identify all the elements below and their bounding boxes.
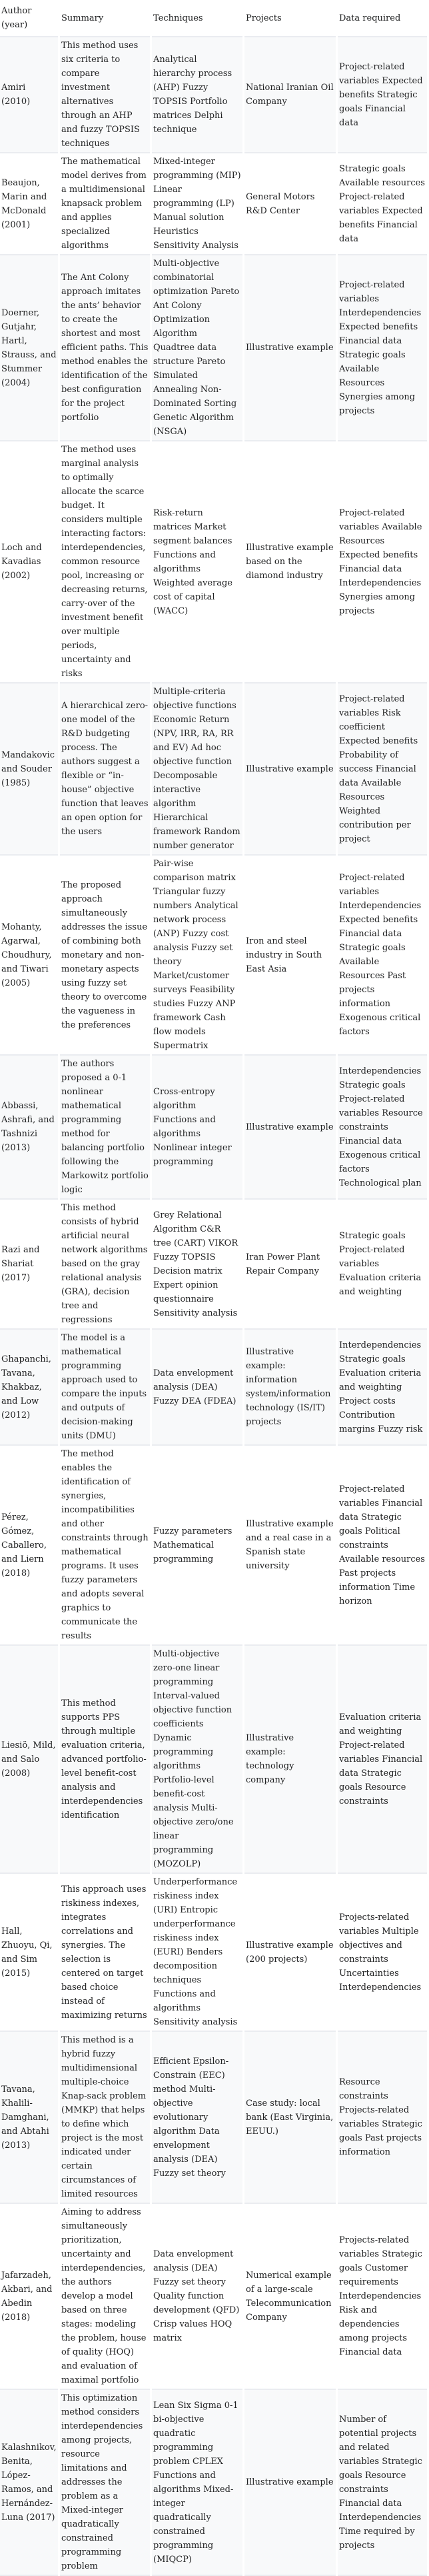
data-required-cell: Number of potential projects and related variables Strategic goals Resource constraints Financial data Interdependencies Time required by projects — [338, 2390, 427, 2576]
table-header-row — [0, 0, 427, 37]
table-row — [0, 1056, 427, 1200]
author-cell: Kalashnikov, Benita, López-Ramos, and Hernández-Luna (2017) — [0, 2390, 58, 2576]
data-required-cell: Projects-related variables Strategic goals Customer requirements Interdependencies Risk and dependencies among projects Financial data — [338, 2204, 427, 2390]
summary-cell: This method uses six criteria to compare investment alternatives through an AHP and fuzzy TOPSIS techniques — [60, 37, 150, 153]
projects-cell: Illustrative example: technology company — [244, 1646, 336, 1874]
projects-cell: Case study: local bank (East Virginia, EEUU.) — [244, 2032, 336, 2204]
summary-cell: The proposed approach simultaneously addresses the issue of combining both monetary and non-monetary aspects using fuzzy set theory to overcome the vagueness in the preferences — [60, 856, 150, 1056]
summary-cell: This method is a hybrid fuzzy multidimensional multiple-choice Knap-sack problem (MMKP) that helps to define which project is the most indicated under certain circumstances of limited resources — [60, 2032, 150, 2204]
techniques-cell: Fuzzy parameters Mathematical programming — [152, 1446, 242, 1646]
author-cell: Tavana, Khalili-Damghani, and Abtahi (2013) — [0, 2032, 58, 2204]
techniques-cell: Pair-wise comparison matrix Triangular fuzzy numbers Analytical network process (ANP) Fuzzy cost analysis Fuzzy set theory Market/customer surveys Feasibility studies Fuzzy ANP framework Cash flow models Supermatrix — [152, 856, 242, 1056]
table-row — [0, 2390, 427, 2576]
summary-cell: A hierarchical zero-one model of the R&D budgeting process. The authors suggest a flexible or “in-house” objective function that leaves an open option for the users — [60, 684, 150, 856]
projects-cell: National Iranian Oil Company — [244, 37, 336, 153]
projects-cell: Iran Power Plant Repair Company — [244, 1200, 336, 1330]
data-required-cell: Interdependencies Strategic goals Project-related variables Resource constraints Financial data Exogenous critical factors Technological plan — [338, 1056, 427, 1200]
table-row — [0, 684, 427, 856]
header-techniques: Techniques — [152, 0, 242, 37]
header-projects: Projects — [244, 0, 336, 37]
techniques-cell: Data envelopment analysis (DEA) Fuzzy DEA (FDEA) — [152, 1330, 242, 1446]
author-cell: Abbassi, Ashrafi, and Tashnizi (2013) — [0, 1056, 58, 1200]
summary-cell: The Ant Colony approach imitates the ants’ behavior to create the shortest and most efficient paths. This method enables the identification of the best configuration for the project portfolio — [60, 255, 150, 441]
data-required-cell: Project-related variables Risk coefficient Expected benefits Probability of success Financial data Available Resources Weighted contribution per project — [338, 684, 427, 856]
author-cell: Mohanty, Agarwal, Choudhury, and Tiwari (2005) — [0, 856, 58, 1056]
projects-cell: Illustrative example and a real case in a Spanish state university — [244, 1446, 336, 1646]
header-summary: Summary — [60, 0, 150, 37]
summary-cell: This method consists of hybrid artificial neural network algorithms based on the gray relational analysis (GRA), decision tree and regressions — [60, 1200, 150, 1330]
author-cell: Loch and Kavadias (2002) — [0, 441, 58, 684]
data-required-cell: Strategic goals Project-related variables Evaluation criteria and weighting — [338, 1200, 427, 1330]
summary-cell: The authors proposed a 0-1 nonlinear mathematical programming method for balancing portfolio following the Markowitz portfolio logic — [60, 1056, 150, 1200]
summary-cell: The model is a mathematical programming approach used to compare the inputs and outputs of decision-making units (DMU) — [60, 1330, 150, 1446]
techniques-cell: Mixed-integer programming (MIP) Linear programming (LP) Manual solution Heuristics Sensitivity Analysis — [152, 153, 242, 255]
projects-cell: Illustrative example: information system/information technology (IS/IT) projects — [244, 1330, 336, 1446]
techniques-cell: Analytical hierarchy process (AHP) Fuzzy TOPSIS Portfolio matrices Delphi technique — [152, 37, 242, 153]
techniques-cell: Efficient Epsilon-Constrain (EEC) method Multi-objective evolutionary algorithm Data envelopment analysis (DEA) Fuzzy set theory — [152, 2032, 242, 2204]
projects-cell: Illustrative example based on the diamond industry — [244, 441, 336, 684]
techniques-cell: Cross-entropy algorithm Functions and algorithms Nonlinear integer programming — [152, 1056, 242, 1200]
data-required-cell: Project-related variables Available Resources Expected benefits Financial data Interdependencies Synergies among projects — [338, 441, 427, 684]
data-required-cell: Evaluation criteria and weighting Project-related variables Financial data Strategic goals Resource constraints — [338, 1646, 427, 1874]
data-required-cell: Project-related variables Financial data Strategic goals Political constraints Available resources Past projects information Time horizon — [338, 1446, 427, 1646]
projects-cell: Numerical example of a large-scale Telecommunication Company — [244, 2204, 336, 2390]
author-cell: Doerner, Gutjahr, Hartl, Strauss, and Stummer (2004) — [0, 255, 58, 441]
summary-cell: Aiming to address simultaneously prioritization, uncertainty and interdependencies, the authors develop a model based on three stages: modeling the problem, house of quality (HOQ) and evaluation of maximal portfolio — [60, 2204, 150, 2390]
table-row — [0, 1200, 427, 1330]
summary-cell: This approach uses riskiness indexes, integrates correlations and synergies. The selection is centered on target based choice instead of maximizing returns — [60, 1874, 150, 2032]
summary-cell: This optimization method considers interdependencies among projects, resource limitations and addresses the problem as a Mixed-integer quadratically constrained programming problem — [60, 2390, 150, 2576]
techniques-cell: Risk-return matrices Market segment balances Functions and algorithms Weighted average cost of capital (WACC) — [152, 441, 242, 684]
techniques-cell: Multiple-criteria objective functions Economic Return (NPV, IRR, RA, RR and EV) Ad hoc objective function Decomposable interactive algorithm Hierarchical framework Random number generator — [152, 684, 242, 856]
table-row — [0, 2204, 427, 2390]
table-row — [0, 255, 427, 441]
data-required-cell: Interdependencies Strategic goals Evaluation criteria and weighting Project costs Contribution margins Fuzzy risk — [338, 1330, 427, 1446]
summary-cell: The method uses marginal analysis to optimally allocate the scarce budget. It considers multiple interacting factors: interdependencies, common resource pool, increasing or decreasing returns, carry-over of the investment benefit over multiple periods, uncertainty and risks — [60, 441, 150, 684]
author-cell: Beaujon, Marin and McDonald (2001) — [0, 153, 58, 255]
table-body — [0, 37, 427, 2576]
summary-cell: The method enables the identification of synergies, incompatibilities and other constraints through mathematical programs. It uses fuzzy parameters and adopts several graphics to communicate the results — [60, 1446, 150, 1646]
data-required-cell: Strategic goals Available resources Project-related variables Expected benefits Financial data — [338, 153, 427, 255]
table-row — [0, 1874, 427, 2032]
author-cell: Amiri (2010) — [0, 37, 58, 153]
summary-cell: This method supports PPS through multiple evaluation criteria, advanced portfolio-level benefit-cost analysis and interdependencies identification — [60, 1646, 150, 1874]
author-cell: Razi and Shariat (2017) — [0, 1200, 58, 1330]
techniques-cell: Underperformance riskiness index (URI) Entropic underperformance riskiness index (EURI) Benders decomposition techniques Functions and algorithms Sensitivity analysis — [152, 1874, 242, 2032]
header-author: Author (year) — [0, 0, 58, 37]
summary-cell: The mathematical model derives from a multidimensional knapsack problem and applies specialized algorithms — [60, 153, 150, 255]
techniques-cell: Multi-objective zero-one linear programming Interval-valued objective function coefficients Dynamic programming algorithms Portfolio-level benefit-cost analysis Multi-objective zero/one linear programming (MOZOLP) — [152, 1646, 242, 1874]
techniques-cell: Data envelopment analysis (DEA) Fuzzy set theory Quality function development (QFD) Crisp values HOQ matrix — [152, 2204, 242, 2390]
author-cell: Pérez, Gómez, Caballero, and Liern (2018) — [0, 1446, 58, 1646]
table-row — [0, 1446, 427, 1646]
author-cell: Hall, Zhuoyu, Qi, and Sim (2015) — [0, 1874, 58, 2032]
table-row — [0, 2032, 427, 2204]
table-row — [0, 37, 427, 153]
projects-cell: Illustrative example (200 projects) — [244, 1874, 336, 2032]
author-cell: Mandakovic and Souder (1985) — [0, 684, 58, 856]
table-row — [0, 441, 427, 684]
table-row — [0, 1330, 427, 1446]
techniques-cell: Multi-objective combinatorial optimization Pareto Ant Colony Optimization Algorithm Quadtree data structure Pareto Simulated Annealing Non-Dominated Sorting Genetic Algorithm (NSGA) — [152, 255, 242, 441]
projects-cell: General Motors R&D Center — [244, 153, 336, 255]
data-required-cell: Resource constraints Projects-related variables Strategic goals Past projects information — [338, 2032, 427, 2204]
author-cell: Jafarzadeh, Akbari, and Abedin (2018) — [0, 2204, 58, 2390]
table-row — [0, 856, 427, 1056]
techniques-cell: Grey Relational Algorithm C&R tree (CART) VIKOR Fuzzy TOPSIS Decision matrix Expert opinion questionnaire Sensitivity analysis — [152, 1200, 242, 1330]
data-required-cell: Project-related variables Interdependencies Expected benefits Financial data Strategic goals Available Resources Past projects information Exogenous critical factors — [338, 856, 427, 1056]
projects-cell: Illustrative example — [244, 255, 336, 441]
author-cell: Ghapanchi, Tavana, Khakbaz, and Low (2012) — [0, 1330, 58, 1446]
header-data-required: Data required — [338, 0, 427, 37]
author-cell: Liesiö, Mild, and Salo (2008) — [0, 1646, 58, 1874]
table-row — [0, 1646, 427, 1874]
data-required-cell: Project-related variables Interdependencies Expected benefits Financial data Strategic goals Available Resources Synergies among projects — [338, 255, 427, 441]
data-required-cell: Project-related variables Expected benefits Strategic goals Financial data — [338, 37, 427, 153]
data-required-cell: Projects-related variables Multiple objectives and constraints Uncertainties Interdependencies — [338, 1874, 427, 2032]
projects-cell: Illustrative example — [244, 684, 336, 856]
techniques-cell: Lean Six Sigma 0-1 bi-objective quadratic programming problem CPLEX Functions and algorithms Mixed-integer quadratically constrained programming (MIQCP) — [152, 2390, 242, 2576]
projects-cell: Iron and steel industry in South East Asia — [244, 856, 336, 1056]
table-row — [0, 153, 427, 255]
projects-cell: Illustrative example — [244, 2390, 336, 2576]
projects-cell: Illustrative example — [244, 1056, 336, 1200]
